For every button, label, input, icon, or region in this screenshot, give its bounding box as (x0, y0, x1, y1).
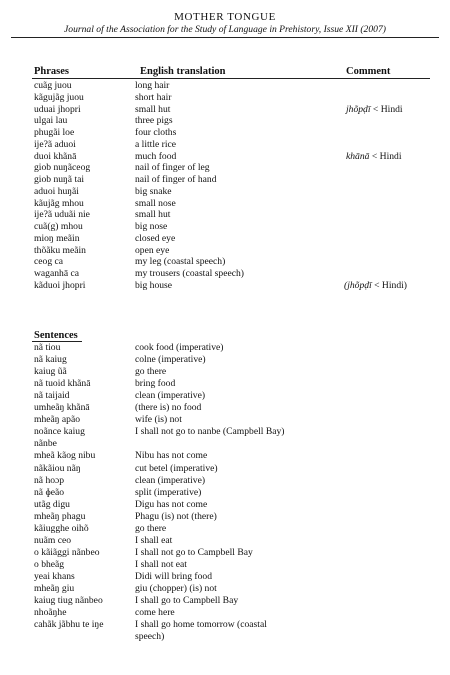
table-row (0, 499, 450, 510)
phrase-cell: cuã(g) mhou (34, 221, 83, 232)
table-row (0, 619, 450, 630)
translation-cell: I shall not go to Campbell Bay (135, 546, 253, 558)
table-row (0, 595, 450, 606)
translation-cell: big snake (135, 185, 172, 197)
table-row (0, 378, 450, 389)
phrase-cell: duoi khãnā (34, 150, 77, 162)
comment-hindi-word: jhõpḍī (346, 103, 371, 115)
comment-hindi-word: khānā (346, 150, 370, 162)
table-row (0, 523, 450, 534)
table-row (0, 151, 450, 162)
table-row (0, 256, 450, 267)
phrase-cell: mioŋ meãin (34, 232, 80, 244)
table-row (0, 139, 450, 150)
translation-cell: open eye (135, 244, 170, 256)
table-row (0, 162, 450, 173)
table-row (0, 268, 450, 279)
table-row (0, 414, 450, 425)
column-header-phrases: Phrases (34, 66, 69, 77)
translation-cell: closed eye (135, 232, 176, 244)
table-row (0, 402, 450, 413)
sentence-cell: o bheãg (34, 558, 65, 570)
sentence-cell: nã tuoid khãnā (34, 378, 91, 390)
comment-cell (346, 104, 403, 115)
translation-cell: small hut (135, 209, 171, 221)
phrase-cell: uduai jhopri (34, 103, 81, 115)
translation-cell: I shall not go to nanbe (Campbell Bay) (135, 426, 285, 438)
table-row (0, 80, 450, 91)
translation-cell: I shall eat (135, 534, 173, 546)
sentence-cell: nãnbe (34, 438, 57, 450)
phrase-cell: kãgujãg juou (34, 91, 84, 103)
sentence-cell: yeai khans (34, 570, 75, 582)
sentence-cell: mheãŋ apão (34, 414, 81, 426)
table-row (0, 198, 450, 209)
table-row (0, 221, 450, 232)
table-row (0, 174, 450, 185)
sentence-cell: mheãŋ giu (34, 583, 75, 594)
translation-cell: Digu has not come (135, 498, 208, 510)
header-divider (11, 37, 439, 38)
translation-cell: clean (imperative) (135, 390, 206, 402)
table-row (0, 92, 450, 103)
comment-hindi-word: (jhõpḍī (344, 279, 372, 291)
phrase-cell: ije?ã uduãi nie (34, 209, 90, 221)
translation-cell: my leg (coastal speech) (135, 256, 226, 268)
sentence-cell: nã hoɔp (34, 474, 65, 486)
translation-cell: I shall go home tomorrow (coastal (135, 619, 267, 631)
sentence-cell: o kãiãggi nãnbeo (34, 546, 100, 558)
translation-cell: I shall not eat (135, 558, 187, 570)
sentence-cell: kaiug ũã (34, 366, 67, 378)
table-row (0, 280, 450, 291)
sentence-cell: mheã kãog nibu (34, 450, 96, 462)
translation-cell: my trousers (coastal speech) (135, 268, 244, 279)
translation-cell: a little rice (135, 138, 177, 150)
sentence-cell: nã tiou (34, 342, 61, 353)
phrase-cell: thõãku meãin (34, 244, 86, 256)
translation-cell: colne (imperative) (135, 354, 206, 366)
translation-cell: split (imperative) (135, 486, 202, 498)
translation-cell: nail of finger of hand (135, 174, 217, 185)
sentence-cell: kaiug tiug nãnbeo (34, 595, 103, 607)
translation-cell: small hut (135, 103, 171, 115)
table-row (0, 342, 450, 353)
sentence-cell: nhoãŋhe (34, 607, 67, 619)
column-header-comment: Comment (346, 66, 391, 77)
phrase-cell: aduoi huŋãi (34, 185, 79, 197)
translation-cell: (there is) no food (135, 402, 202, 414)
phrase-cell: waganhā ca (34, 268, 80, 279)
table-row (0, 487, 450, 498)
comment-source: < Hindi (369, 150, 402, 162)
table-row (0, 209, 450, 220)
table-row (0, 535, 450, 546)
comment-source: < Hindi) (371, 279, 407, 291)
table-row (0, 463, 450, 474)
sentence-cell: nã kaiug (34, 354, 67, 366)
table-row (0, 127, 450, 138)
sentence-cell: umheãŋ khãnā (34, 402, 90, 414)
phrase-cell: ulgai lau (34, 115, 68, 127)
translation-cell: speech) (135, 631, 165, 643)
table-row (0, 583, 450, 594)
table-row (0, 245, 450, 256)
table-row (0, 547, 450, 558)
table-row (0, 511, 450, 522)
comment-cell (344, 280, 407, 291)
translation-cell: big house (135, 279, 173, 291)
table-row (0, 233, 450, 244)
table-row (0, 366, 450, 377)
phrase-cell: kãduoi jhopri (34, 279, 86, 291)
table-row (0, 607, 450, 618)
sentence-cell: nuãm ceo (34, 534, 72, 546)
table-row (0, 571, 450, 582)
translation-cell: small nose (135, 197, 176, 209)
translation-cell: giu (chopper) (is) not (135, 583, 217, 594)
translation-cell: short hair (135, 91, 172, 103)
translation-cell: I shall go to Campbell Bay (135, 595, 239, 607)
translation-cell: nail of finger of leg (135, 162, 210, 174)
table-row (0, 354, 450, 365)
sentence-cell: utãg digu (34, 498, 70, 510)
journal-title: MOTHER TONGUE (174, 11, 276, 23)
table-row (0, 104, 450, 115)
sentences-heading: Sentences (34, 330, 78, 341)
sentence-cell: kãiugghe oihõ (34, 522, 89, 534)
translation-cell: big nose (135, 221, 168, 232)
phrase-cell: ceog ca (34, 256, 64, 268)
phrase-cell: cuãg juou (34, 80, 72, 91)
translation-cell: Didi will bring food (135, 570, 213, 582)
phrase-cell: giob nuŋãceog (34, 162, 91, 174)
translation-cell: Phagu (is) not (there) (135, 510, 217, 522)
table-row (0, 450, 450, 461)
table-row (0, 631, 450, 642)
table-row (0, 115, 450, 126)
translation-cell: go there (135, 366, 167, 378)
phrase-cell: ije?ã aduoi (34, 138, 76, 150)
phrase-cell: giob nuŋã tai (34, 174, 85, 185)
translation-cell: cook food (imperative) (135, 342, 224, 353)
sentence-cell: nã ɸeão (34, 486, 65, 498)
translation-cell: come here (135, 607, 175, 619)
translation-cell: bring food (135, 378, 176, 390)
table-row (0, 438, 450, 449)
phrase-cell: kãujãg mhou (34, 197, 84, 209)
sentence-cell: mheãŋ phagu (34, 510, 86, 522)
table-header-divider (32, 78, 430, 79)
translation-cell: clean (imperative) (135, 474, 206, 486)
translation-cell: long hair (135, 80, 170, 91)
translation-cell: three pigs (135, 115, 173, 127)
journal-subtitle: Journal of the Association for the Study of Language in Prehistory, Issue XII (2007) (64, 24, 386, 35)
table-row (0, 426, 450, 437)
sentence-cell: nã taijaid (34, 390, 70, 402)
table-row (0, 475, 450, 486)
translation-cell: go there (135, 522, 167, 534)
translation-cell: Nibu has not come (135, 450, 208, 462)
translation-cell: much food (135, 150, 177, 162)
table-row (0, 559, 450, 570)
phrase-cell: phugãi loe (34, 127, 75, 138)
sentence-cell: nãkãiou nãŋ (34, 462, 81, 474)
table-row (0, 390, 450, 401)
comment-cell (346, 151, 402, 162)
sentence-cell: cahãk jãbhu te iŋe (34, 619, 104, 631)
table-row (0, 186, 450, 197)
sentence-cell: noãnce kaiug (34, 426, 85, 438)
comment-source: < Hindi (370, 103, 403, 115)
translation-cell: cut betel (imperative) (135, 462, 218, 474)
column-header-translation: English translation (140, 66, 226, 77)
translation-cell: wife (is) not (135, 414, 182, 426)
translation-cell: four cloths (135, 127, 177, 138)
